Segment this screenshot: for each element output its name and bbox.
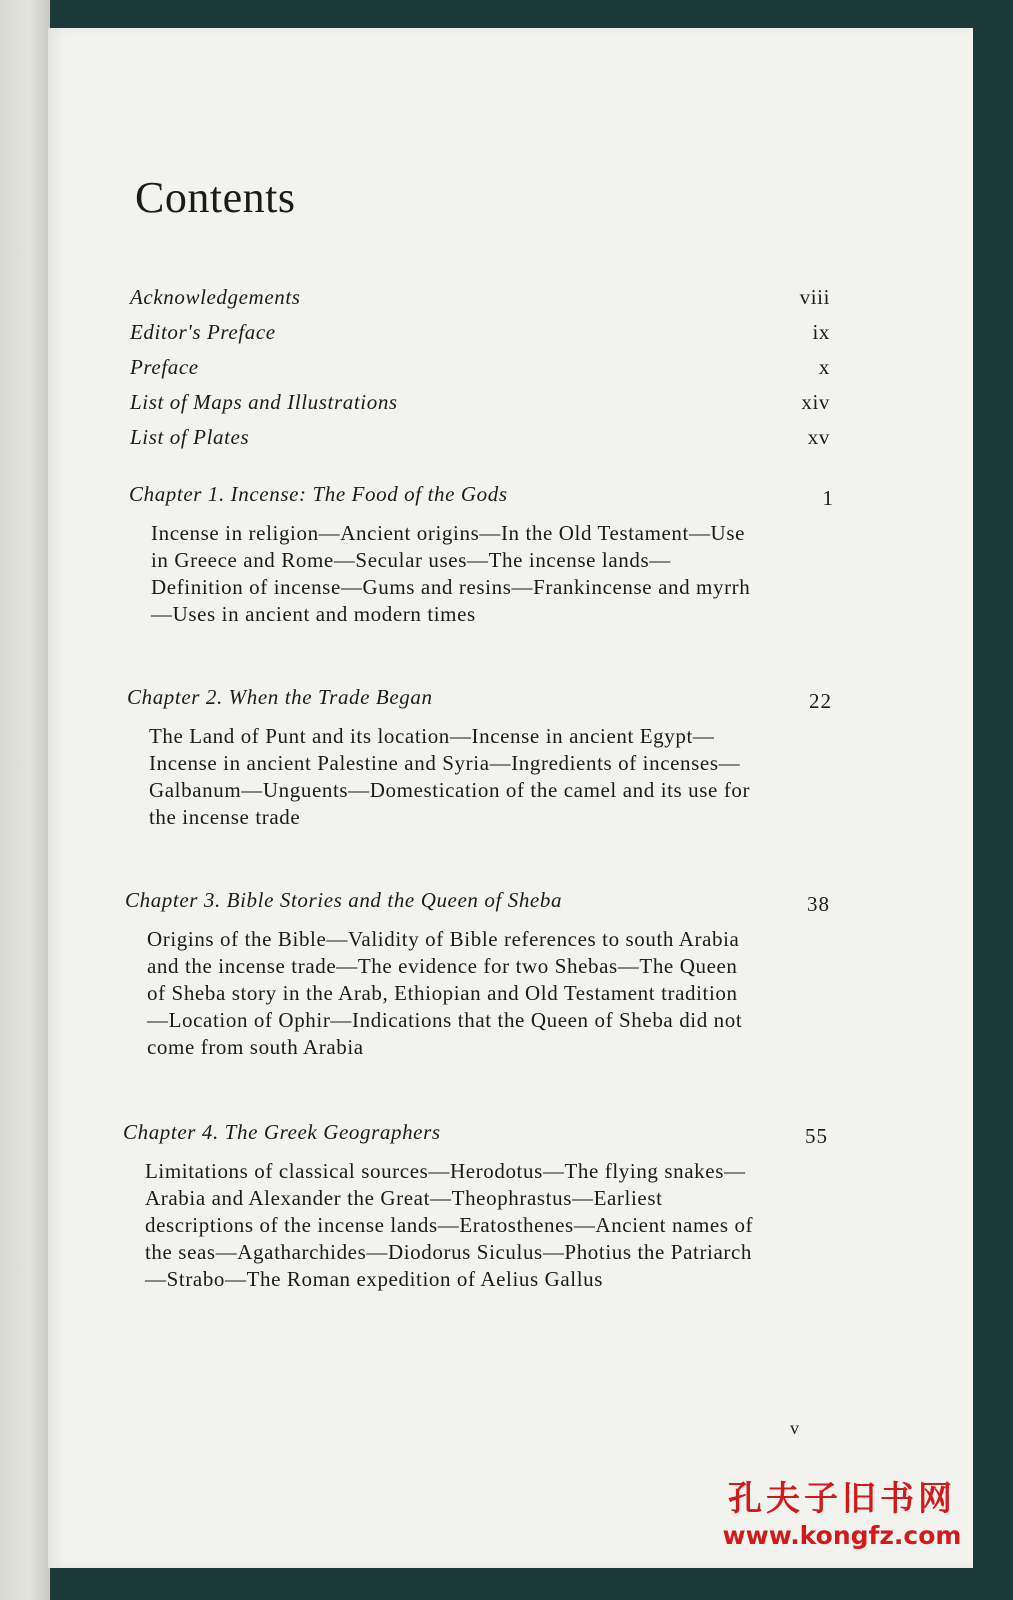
chapter-page-number: 55 [805, 1124, 828, 1148]
front-matter-list [130, 285, 830, 460]
entry-page-number: ix [812, 320, 830, 344]
chapter-summary: Origins of the Bible—Validity of Bible references to south Arabia and the incense trade—The evidence for two Shebas—The Queen of Sheba story in the Arab, Ethiopian and Old Testament tradition—Location of Ophir—Indications that the Queen of Sheba did not come from south Arabia [147, 927, 743, 1059]
entry-page-number: xv [807, 425, 830, 449]
entry-title: List of Plates [130, 425, 250, 449]
chapter-title: Chapter 4. The Greek Geographers [123, 1120, 441, 1144]
front-matter-entry [130, 320, 830, 355]
page-folio: v [790, 1418, 799, 1438]
chapter-entry-3 [125, 888, 830, 1061]
chapter-title: Chapter 1. Incense: The Food of the Gods [129, 482, 508, 506]
front-matter-entry [130, 285, 830, 320]
chapter-heading [127, 685, 832, 723]
chapter-summary: Limitations of classical sources—Herodotus—The flying snakes—Arabia and Alexander the Great—Theophrastus—Earliest descriptions of the incense lands—Eratosthenes—Ancient names of the seas—Agatharchides—Diodorus Siculus—Photius the Patriarch—Strabo—The Roman expedition of Aelius Gallus [145, 1159, 754, 1291]
entry-title: List of Maps and Illustrations [130, 390, 398, 414]
entry-page-number: x [818, 355, 830, 379]
chapter-summary: The Land of Punt and its location—Incense in ancient Egypt—Incense in ancient Palestine and Syria—Ingredients of incenses—Galbanum—Unguents—Domestication of the camel and its use for the incense trade [149, 724, 751, 829]
chapter-heading [129, 482, 834, 520]
front-matter-entry [130, 390, 830, 425]
chapter-title: Chapter 3. Bible Stories and the Queen of Sheba [125, 888, 563, 912]
chapter-title: Chapter 2. When the Trade Began [127, 685, 433, 709]
front-matter-entry [130, 355, 830, 390]
chapter-page-number: 1 [822, 486, 834, 510]
front-matter-entry [130, 425, 830, 460]
watermark-name: 孔夫子旧书网 [728, 1479, 956, 1519]
page-title: Contents [135, 173, 296, 222]
facing-page-edge [0, 0, 50, 1600]
entry-page-number: viii [799, 285, 830, 309]
chapter-entry-4 [123, 1120, 828, 1293]
entry-title: Preface [130, 355, 199, 379]
entry-title: Acknowledgements [130, 285, 301, 309]
chapter-summary: Incense in religion—Ancient origins—In the Old Testament—Use in Greece and Rome—Secular uses—The incense lands—Definition of incense—Gums and resins—Frankincense and myrrh—Uses in ancient and modern times [151, 521, 751, 626]
entry-title: Editor's Preface [130, 320, 276, 344]
watermark [712, 1478, 972, 1552]
chapter-heading [125, 888, 830, 926]
chapter-entry-2 [127, 685, 832, 831]
chapter-page-number: 38 [807, 892, 830, 916]
chapter-page-number: 22 [809, 689, 832, 713]
chapter-heading [123, 1120, 828, 1158]
chapter-entry-1 [129, 482, 834, 628]
entry-page-number: xiv [801, 390, 830, 414]
watermark-url: www.kongfz.com [722, 1521, 962, 1550]
